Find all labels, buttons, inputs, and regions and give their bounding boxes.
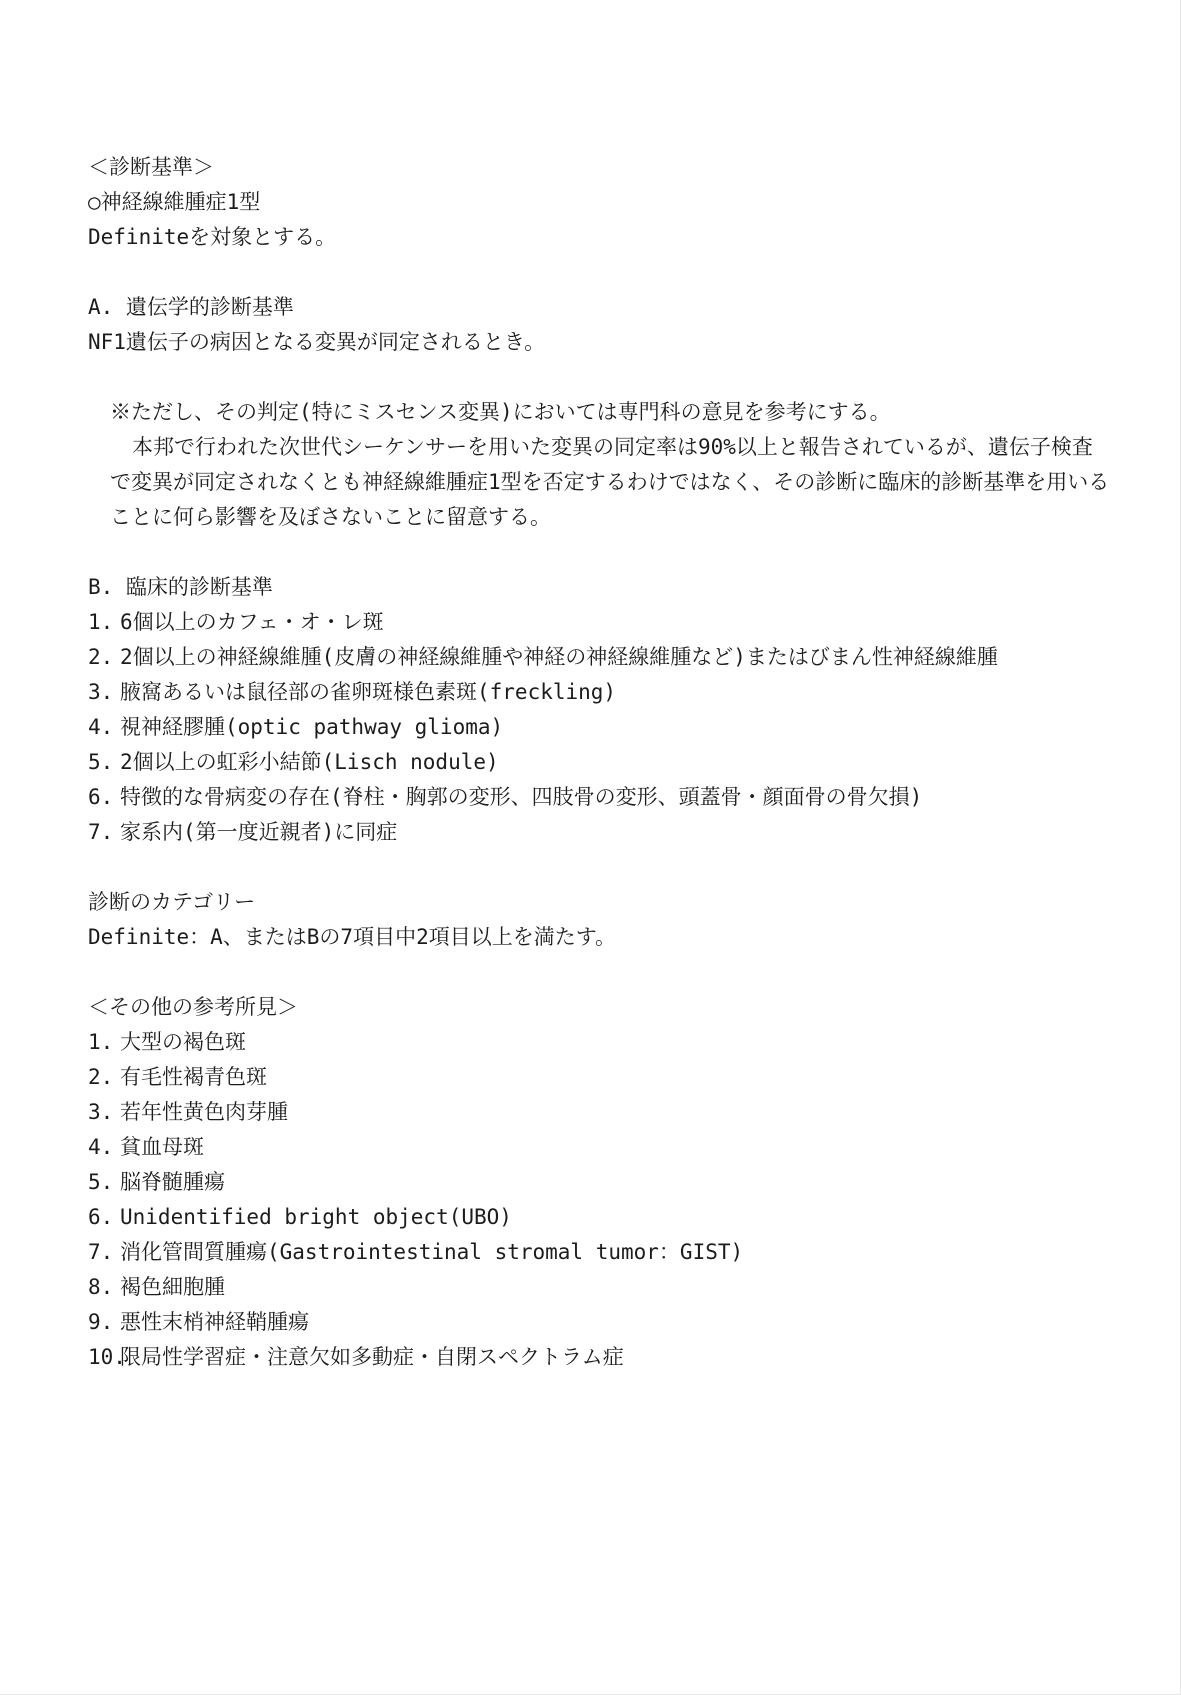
category-text: Definite：A、またはBの7項目中2項目以上を満たす。: [88, 925, 617, 949]
other-item: [88, 1130, 1098, 1165]
item-text: 大型の褐色斑: [120, 1030, 246, 1054]
clinical-item: [88, 745, 1098, 780]
item-number: 4.: [88, 1135, 114, 1159]
item-text: 若年性黄色肉芽腫: [120, 1100, 288, 1124]
clinical-item: [88, 710, 1098, 745]
spacer: [88, 535, 1098, 570]
item-number: 2.: [88, 1065, 114, 1089]
item-text: 6個以上のカフェ・オ・レ斑: [120, 610, 384, 634]
spacer: [88, 850, 1098, 885]
category-heading: 診断のカテゴリー: [88, 890, 256, 914]
item-number: 6.: [88, 785, 114, 809]
item-text: 視神経膠腫(optic pathway glioma): [120, 715, 504, 739]
genetic-note-1: ※ただし、その判定(特にミスセンス変異)においては専門科の意見を参考にする。: [110, 400, 891, 424]
other-item: [88, 1200, 1098, 1235]
item-number: 9.: [88, 1310, 114, 1334]
other-item: [88, 1340, 1098, 1375]
clinical-item: [88, 640, 1098, 675]
item-text: 脳脊髄腫瘍: [120, 1170, 225, 1194]
item-number: 5.: [88, 1170, 114, 1194]
clinical-heading: B. 臨床的診断基準: [88, 575, 273, 599]
item-text: 貧血母斑: [120, 1135, 204, 1159]
item-text: 家系内(第一度近親者)に同症: [120, 820, 398, 844]
item-number: 1.: [88, 610, 114, 634]
item-text: 悪性末梢神経鞘腫瘍: [120, 1310, 309, 1334]
item-number: 2.: [88, 645, 114, 669]
other-findings-heading: ＜その他の参考所見＞: [88, 995, 298, 1019]
clinical-item: [88, 675, 1098, 710]
clinical-item: [88, 605, 1098, 640]
spacer: [88, 255, 1098, 290]
other-item: [88, 1025, 1098, 1060]
item-text: 特徴的な骨病変の存在(脊柱・胸郭の変形、四肢骨の変形、頭蓋骨・顔面骨の骨欠損): [120, 785, 923, 809]
genetic-heading: A. 遺伝学的診断基準: [88, 295, 294, 319]
item-text: 2個以上の虹彩小結節(Lisch nodule): [120, 750, 499, 774]
item-text: 有毛性褐青色斑: [120, 1065, 267, 1089]
spacer: [88, 955, 1098, 990]
item-number: 4.: [88, 715, 114, 739]
target-statement: Definiteを対象とする。: [88, 225, 337, 249]
item-number: 10.: [88, 1345, 126, 1369]
item-number: 3.: [88, 680, 114, 704]
item-text: 2個以上の神経線維腫(皮膚の神経線維腫や神経の神経線維腫など)またはびまん性神経線維腫: [120, 645, 998, 669]
item-text: Unidentified bright object(UBO): [120, 1205, 512, 1229]
other-item: [88, 1305, 1098, 1340]
other-item: [88, 1235, 1098, 1270]
other-item: [88, 1165, 1098, 1200]
item-number: 7.: [88, 1240, 114, 1264]
criteria-heading: ＜診断基準＞: [88, 155, 214, 179]
item-number: 5.: [88, 750, 114, 774]
disease-title: ○神経線維腫症1型: [88, 190, 261, 214]
item-number: 8.: [88, 1275, 114, 1299]
item-number: 7.: [88, 820, 114, 844]
item-text: 消化管間質腫瘍(Gastrointestinal stromal tumor：GIST): [120, 1240, 744, 1264]
other-item: [88, 1270, 1098, 1305]
item-text: 褐色細胞腫: [120, 1275, 225, 1299]
clinical-item: [88, 780, 1098, 815]
item-number: 3.: [88, 1100, 114, 1124]
spacer: [88, 360, 1098, 395]
item-number: 6.: [88, 1205, 114, 1229]
item-text: 腋窩あるいは鼠径部の雀卵斑様色素斑(freckling): [120, 680, 617, 704]
item-text: 限局性学習症・注意欠如多動症・自閉スペクトラム症: [120, 1345, 624, 1369]
genetic-note-2: 本邦で行われた次世代シーケンサーを用いた変異の同定率は90%以上と報告されているが、遺伝子検査で変異が同定されなくとも神経線維腫症1型を否定するわけではなく、その診断に臨床的診断基準を用いることに何ら影響を及ぼさないことに留意する。: [110, 435, 1110, 529]
other-item: [88, 1060, 1098, 1095]
genetic-text: NF1遺伝子の病因となる変異が同定されるとき。: [88, 330, 546, 354]
document-body: [88, 150, 1110, 1375]
item-number: 1.: [88, 1030, 114, 1054]
other-item: [88, 1095, 1098, 1130]
clinical-item: [88, 815, 1098, 850]
